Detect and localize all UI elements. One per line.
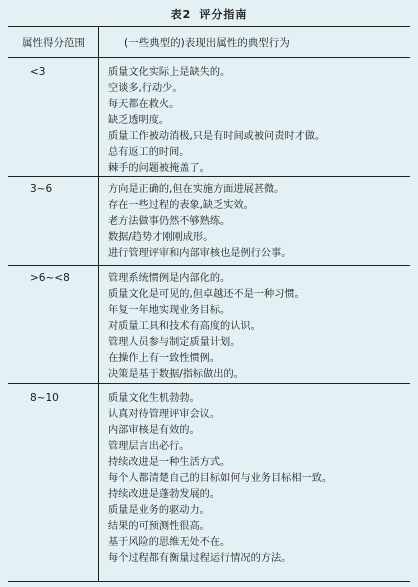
behavior-item: 质量文化是可见的,但卓越还不是一种习惯。 bbox=[108, 289, 305, 300]
behavior-item: 持续改进是蓬勃发展的。 bbox=[108, 489, 221, 500]
score-range: >6~<8 bbox=[30, 272, 70, 284]
header-score: 属性得分范围 bbox=[22, 36, 85, 49]
score-range: <3 bbox=[30, 66, 46, 78]
behavior-list bbox=[98, 271, 410, 383]
behavior-item: 管理层言出必行。 bbox=[108, 441, 190, 452]
behavior-item: 空谈多,行动少。 bbox=[108, 83, 183, 94]
behavior-item: 总有返工的时间。 bbox=[108, 147, 190, 158]
behavior-item: 进行管理评审和内部审核也是例行公事。 bbox=[108, 248, 292, 259]
behavior-list bbox=[98, 65, 410, 176]
behavior-item: 认真对待管理评审会议。 bbox=[108, 409, 221, 420]
score-range: 3~6 bbox=[30, 183, 53, 195]
header-behavior: (一些典型的)表现出属性的典型行为 bbox=[124, 36, 290, 49]
behavior-item: 存在一些过程的表象,缺乏实效。 bbox=[108, 200, 254, 211]
behavior-item: 管理系统惯例是内部化的。 bbox=[108, 273, 231, 284]
behavior-item: 质量文化生机勃勃。 bbox=[108, 393, 200, 404]
behavior-item: 质量文化实际上是缺失的。 bbox=[108, 67, 231, 78]
behavior-item: 质量工作被动消极,只是有时间或被问责时才做。 bbox=[108, 131, 326, 142]
table-header bbox=[8, 27, 410, 58]
table-row bbox=[8, 384, 410, 582]
behavior-item: 每个过程都有衡量过程运行情况的方法。 bbox=[108, 553, 292, 564]
behavior-item: 棘手的问题被掩盖了。 bbox=[108, 163, 210, 174]
behavior-item: 决策是基于数据/指标做出的。 bbox=[108, 369, 244, 380]
table-row bbox=[8, 177, 410, 266]
behavior-item: 在操作上有一致性惯例。 bbox=[108, 353, 221, 364]
table-row bbox=[8, 57, 410, 177]
behavior-item: 方向是正确的,但在实施方面进展甚微。 bbox=[108, 184, 285, 195]
table-title: 评分指南 bbox=[199, 8, 248, 21]
behavior-item: 结果的可预测性很高。 bbox=[108, 521, 210, 532]
behavior-item: 对质量工具和技术有高度的认识。 bbox=[108, 321, 261, 332]
behavior-item: 质量是业务的驱动力。 bbox=[108, 505, 210, 516]
behavior-list bbox=[98, 182, 410, 265]
behavior-item: 老方法做事仍然不够熟练。 bbox=[108, 216, 231, 227]
behavior-item: 数据/趋势才刚刚成形。 bbox=[108, 232, 214, 243]
behavior-item: 年复一年地实现业务目标。 bbox=[108, 305, 231, 316]
behavior-item: 内部审核是有效的。 bbox=[108, 425, 200, 436]
behavior-list bbox=[98, 391, 410, 581]
behavior-item: 基于风险的思维无处不在。 bbox=[108, 537, 231, 548]
score-range: 8~10 bbox=[30, 392, 59, 404]
behavior-item: 缺乏透明度。 bbox=[108, 115, 170, 126]
table-number: 表2 bbox=[170, 8, 192, 21]
behavior-item: 持续改进是一种生活方式。 bbox=[108, 457, 231, 468]
behavior-item: 管理人员参与制定质量计划。 bbox=[108, 337, 241, 348]
behavior-item: 每天都在救火。 bbox=[108, 99, 180, 110]
behavior-item: 每个人都清楚自己的目标如何与业务目标相一致。 bbox=[108, 473, 333, 484]
table-row bbox=[8, 266, 410, 384]
table-caption bbox=[0, 6, 418, 22]
